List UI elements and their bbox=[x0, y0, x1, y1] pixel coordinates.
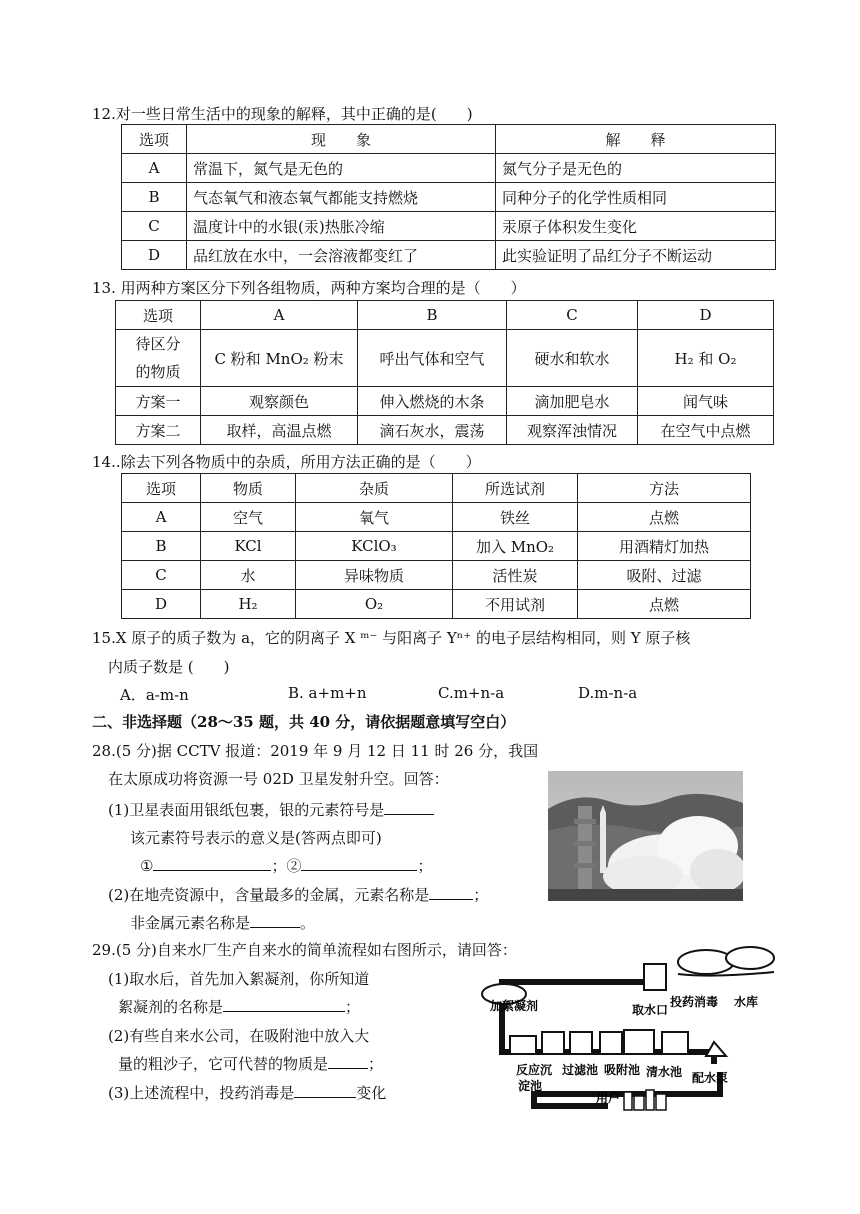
q15-option-d: D.m-n-a bbox=[578, 684, 638, 702]
table-cell: C bbox=[122, 561, 201, 590]
table-cell: 滴加肥皂水 bbox=[507, 387, 638, 416]
table-header: 所选试剂 bbox=[453, 474, 578, 503]
table-cell: 同种分子的化学性质相同 bbox=[496, 183, 776, 212]
table-header: 选项 bbox=[116, 301, 201, 330]
q15-line1: 15.X 原子的质子数为 a，它的阴离子 X ᵐ⁻ 与阳离子 Yⁿ⁺ 的电子层结构相同，则 Y 原子核 bbox=[92, 629, 691, 647]
q13-table bbox=[115, 300, 774, 445]
table-header: 方法 bbox=[578, 474, 751, 503]
table-row bbox=[116, 387, 774, 416]
q28-line2: 在太原成功将资源一号 02D 卫星发射升空。回答： bbox=[108, 770, 449, 788]
table-cell: 铁丝 bbox=[453, 503, 578, 532]
table-cell: 点燃 bbox=[578, 590, 751, 619]
table-row bbox=[122, 532, 751, 561]
table-cell: 吸附、过滤 bbox=[578, 561, 751, 590]
diagram-label: 投药消毒 bbox=[670, 995, 719, 1009]
table-cell: 方案一 bbox=[116, 387, 201, 416]
table-cell: 不用试剂 bbox=[453, 590, 578, 619]
diagram-label: 用户 bbox=[596, 1091, 621, 1105]
answer-blank[interactable] bbox=[328, 1053, 368, 1069]
diagram-label: 吸附池 bbox=[604, 1063, 641, 1077]
table-row bbox=[122, 241, 776, 270]
q15-line2: 内质子数是 ( ) bbox=[108, 658, 230, 676]
answer-blank[interactable] bbox=[301, 855, 417, 871]
table-row bbox=[122, 183, 776, 212]
table-row bbox=[122, 154, 776, 183]
table-cell: 观察浑浊情况 bbox=[507, 416, 638, 445]
table-cell: C 粉和 MnO₂ 粉末 bbox=[201, 330, 358, 387]
table-row bbox=[122, 212, 776, 241]
table-header: 选项 bbox=[122, 474, 201, 503]
q28-line4: 该元素符号表示的意义是(答两点即可) bbox=[130, 829, 382, 847]
q15-option-a: A．a-m-n bbox=[120, 686, 189, 704]
table-cell: 活性炭 bbox=[453, 561, 578, 590]
table-cell: B bbox=[122, 183, 187, 212]
table-header: C bbox=[507, 301, 638, 330]
table-cell: 硬水和软水 bbox=[507, 330, 638, 387]
table-cell: 氧气 bbox=[296, 503, 453, 532]
q28-line6: (2)在地壳资源中，含量最多的金属，元素名称是 ； bbox=[108, 886, 489, 904]
table-header: 杂质 bbox=[296, 474, 453, 503]
q14-table bbox=[121, 473, 751, 619]
table-cell: 汞原子体积发生变化 bbox=[496, 212, 776, 241]
q15-option-b: B. a+m+n bbox=[288, 684, 367, 702]
table-cell: 方案二 bbox=[116, 416, 201, 445]
table-header-row bbox=[122, 125, 776, 154]
q12-stem: 12.对一些日常生活中的现象的解释，其中正确的是( ) bbox=[92, 105, 473, 123]
table-row bbox=[116, 416, 774, 445]
q29-line4: (2)有些自来水公司，在吸附池中放入大 bbox=[108, 1027, 370, 1045]
q29-line6: (3)上述流程中，投药消毒是 变化 bbox=[108, 1084, 387, 1102]
table-cell: D bbox=[122, 590, 201, 619]
table-header: D bbox=[638, 301, 774, 330]
q28-line5: ① ；② ； bbox=[140, 857, 433, 875]
q13-stem: 13. 用两种方案区分下列各组物质，两种方案均合理的是（ ） bbox=[92, 279, 526, 297]
table-cell: O₂ bbox=[296, 590, 453, 619]
diagram-label: 加絮凝剂 bbox=[490, 999, 539, 1013]
table-cell: 待区分 的物质 bbox=[116, 330, 201, 387]
diagram-label: 水库 bbox=[734, 995, 759, 1009]
table-cell: H₂ 和 O₂ bbox=[638, 330, 774, 387]
table-cell: 观察颜色 bbox=[201, 387, 358, 416]
answer-blank[interactable] bbox=[384, 799, 434, 815]
water-treatment-diagram bbox=[474, 944, 779, 1120]
table-cell: 氮气分子是无色的 bbox=[496, 154, 776, 183]
q29-line1: 29.(5 分)自来水厂生产自来水的简单流程如右图所示，请回答： bbox=[92, 941, 517, 959]
table-cell: 空气 bbox=[201, 503, 296, 532]
q28-line1: 28.(5 分)据 CCTV 报道：2019 年 9 月 12 日 11 时 26 分，我国 bbox=[92, 742, 539, 760]
table-cell: 品红放在水中，一会溶液都变红了 bbox=[187, 241, 496, 270]
table-cell: C bbox=[122, 212, 187, 241]
table-cell: D bbox=[122, 241, 187, 270]
table-cell: 呼出气体和空气 bbox=[358, 330, 507, 387]
table-cell: KCl bbox=[201, 532, 296, 561]
table-cell: 此实验证明了品红分子不断运动 bbox=[496, 241, 776, 270]
table-header: 解 释 bbox=[496, 125, 776, 154]
table-header: B bbox=[358, 301, 507, 330]
q14-stem: 14..除去下列各物质中的杂质，所用方法正确的是（ ） bbox=[92, 453, 481, 471]
section-heading: 二、非选择题（28～35 题，共 40 分，请依据题意填写空白） bbox=[92, 713, 516, 731]
answer-blank[interactable] bbox=[250, 912, 300, 928]
q29-line5: 量的粗沙子，它可代替的物质是 ； bbox=[118, 1055, 384, 1073]
table-header: 现 象 bbox=[187, 125, 496, 154]
table-header-row bbox=[122, 474, 751, 503]
table-header-row bbox=[116, 301, 774, 330]
diagram-label: 清水池 bbox=[646, 1065, 683, 1079]
q12-table bbox=[121, 124, 776, 270]
table-cell: KClO₃ bbox=[296, 532, 453, 561]
diagram-label: 取水口 bbox=[632, 1003, 669, 1017]
rocket-launch-photo bbox=[548, 771, 743, 901]
table-cell: 气态氧气和液态氧气都能支持燃烧 bbox=[187, 183, 496, 212]
table-header: A bbox=[201, 301, 358, 330]
table-cell: 闻气味 bbox=[638, 387, 774, 416]
answer-blank[interactable] bbox=[223, 996, 345, 1012]
diagram-label: 反应沉 bbox=[516, 1063, 553, 1077]
answer-blank[interactable] bbox=[429, 884, 473, 900]
table-cell: A bbox=[122, 503, 201, 532]
q29-line3: 絮凝剂的名称是 ； bbox=[118, 998, 361, 1016]
table-header: 选项 bbox=[122, 125, 187, 154]
table-cell: 常温下，氮气是无色的 bbox=[187, 154, 496, 183]
table-cell: 在空气中点燃 bbox=[638, 416, 774, 445]
table-header: 物质 bbox=[201, 474, 296, 503]
table-cell: 点燃 bbox=[578, 503, 751, 532]
table-cell: 滴石灰水，震荡 bbox=[358, 416, 507, 445]
table-cell: 加入 MnO₂ bbox=[453, 532, 578, 561]
answer-blank[interactable] bbox=[153, 855, 271, 871]
q28-line3: (1)卫星表面用银纸包裹，银的元素符号是 bbox=[108, 799, 434, 820]
table-cell: 用酒精灯加热 bbox=[578, 532, 751, 561]
table-cell: H₂ bbox=[201, 590, 296, 619]
table-row bbox=[122, 561, 751, 590]
table-cell: 伸入燃烧的木条 bbox=[358, 387, 507, 416]
diagram-label: 配水泵 bbox=[692, 1071, 729, 1085]
q28-line7: 非金属元素名称是 。 bbox=[130, 914, 316, 932]
table-cell: 温度计中的水银(汞)热胀冷缩 bbox=[187, 212, 496, 241]
table-cell: B bbox=[122, 532, 201, 561]
diagram-label: 淀池 bbox=[518, 1079, 543, 1093]
diagram-label: 过滤池 bbox=[562, 1063, 599, 1077]
table-row bbox=[122, 590, 751, 619]
q15-option-c: C.m+n-a bbox=[438, 684, 505, 702]
table-row bbox=[116, 330, 774, 387]
q29-line2: (1)取水后，首先加入絮凝剂，你所知道 bbox=[108, 970, 370, 988]
table-cell: 水 bbox=[201, 561, 296, 590]
answer-blank[interactable] bbox=[294, 1082, 356, 1098]
table-row bbox=[122, 503, 751, 532]
table-cell: 取样，高温点燃 bbox=[201, 416, 358, 445]
table-cell: 异味物质 bbox=[296, 561, 453, 590]
table-cell: A bbox=[122, 154, 187, 183]
